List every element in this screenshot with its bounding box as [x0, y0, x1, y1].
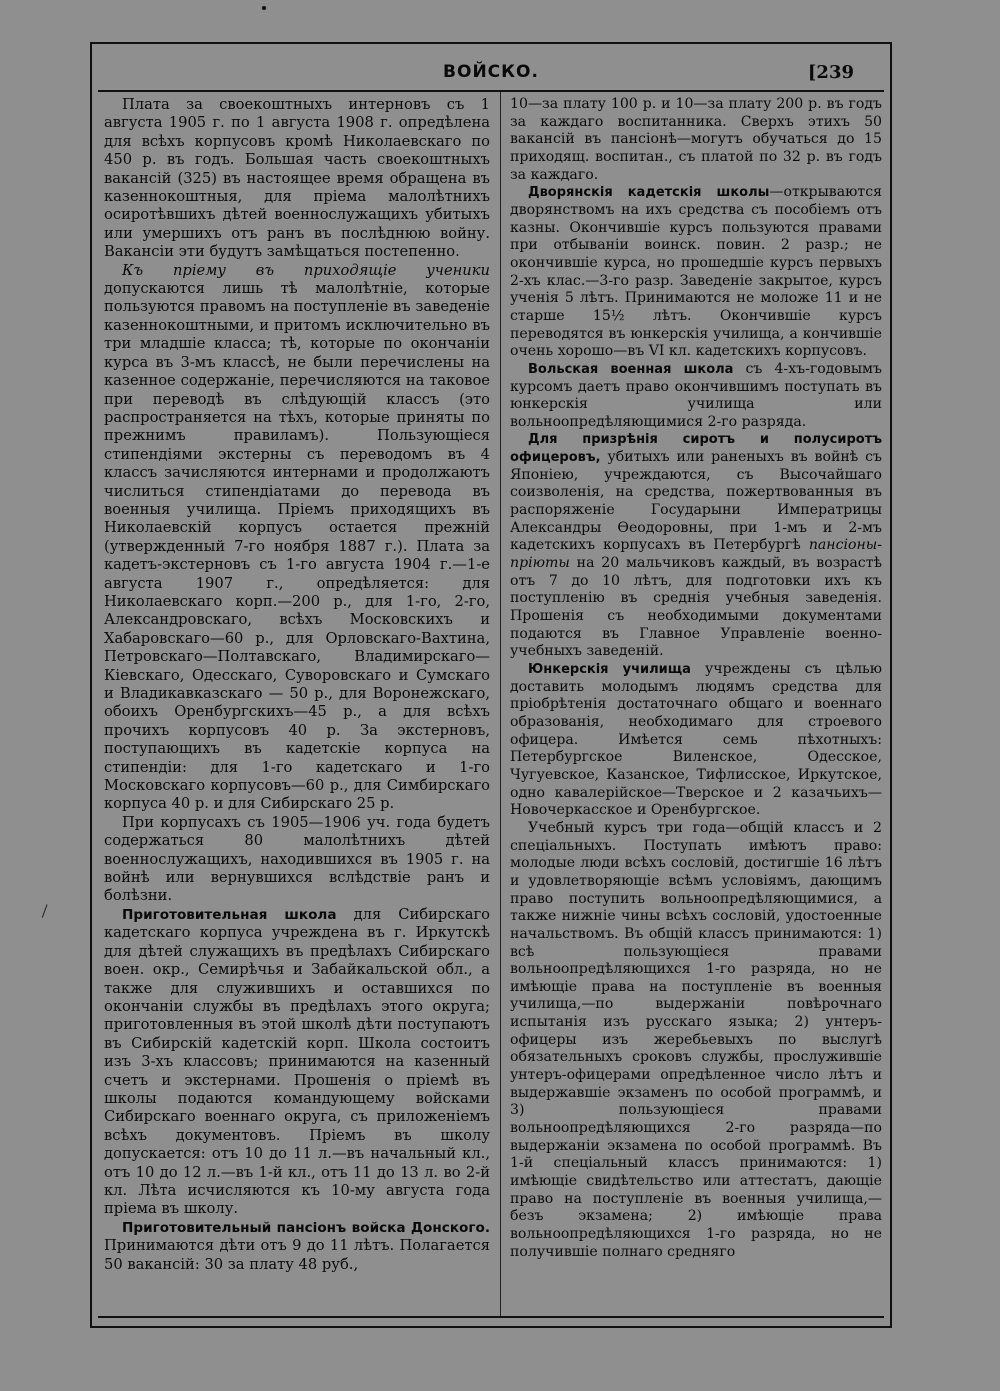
paragraph-text: —открываются дворянствомъ на ихъ средства съ пособіемъ отъ казны. Окончившіе курсъ пользуются правами при отбываніи воинск. повин. 2 разр.; не окончившіе курса, но прошедшіе курсъ первыхъ 2-хъ клас.—3-го разр. Заведеніе закрытое, курсъ ученія 5 лѣтъ. Принимаются не моложе 11 и не старше 15½ лѣтъ. Окончившіе курсъ переводятся въ юнкерскія училища, а кончившіе очень хорошо—въ VI кл. кадетскихъ корпусовъ. [510, 184, 882, 360]
right-column [510, 96, 882, 1261]
paragraph: 10—за плату 100 р. и 10—за плату 200 р. въ годъ за каждаго воспитанника. Сверхъ этихъ 50 вакансій въ пансіонѣ—могутъ обучаться до 15 приходящ. воспитан., съ платой по 32 р. въ годъ за каждаго. [510, 96, 882, 183]
paragraph [510, 431, 882, 661]
paragraph [104, 262, 490, 814]
paragraph [104, 1219, 490, 1274]
section-heading: Для призрѣнія сиротъ и полусиротъ офицеровъ, [510, 432, 882, 466]
paragraph [510, 361, 882, 432]
paragraph-text: допускаются лишь тѣ малолѣтніе, которые пользуются правомъ на поступленіе въ заведеніе казеннокоштными, и притомъ исключительно въ три младшіе класса; тѣ, которые по окончаніи курса въ 3-мъ классѣ, не были перечислены на казенное содержаніе, перечисляются на таковое при переводѣ въ слѣдующій классъ (это распространяется на тѣхъ, которые приняты по прежнимъ правиламъ). Пользующіеся стипендіями экстерны съ переводомъ въ 4 классъ зачисляются интернами и продолжаютъ числиться стипендіатами до перевода въ военныя училища. Пріемъ приходящихъ въ Николаевскій корпусъ остается прежній (утвержденный 7-го ноября 1887 г.). Плата за кадетъ-экстерновъ съ 1-го августа 1904 г.—1-е августа 1907 г., опредѣляется: для Николаевскаго корп.—200 р., для 1-го, 2-го, Александровскаго, всѣхъ Московскихъ и Хабаровскаго—60 р., для Орловскаго-Вахтина, Петровскаго—Полтавскаго, Владимирскаго—Кіевскаго, Одесскаго, Суворовскаго и Сумскаго и Владикавказскаго — 50 р., для Воронежскаго, обоихъ Оренбургскихъ—45 р., а для всѣхъ прочихъ корпусовъ 40 р. За экстерновъ, поступающихъ въ кадетскіе корпуса на стипендіи: для 1-го кадетскаго и 1-го Московскаго корпусовъ—60 р., для Симбирскаго корпуса 40 р. и для Сибирскаго 25 р. [104, 280, 490, 813]
paragraph-text: учреждены съ цѣлью доставить молодымъ людямъ средства для пріобрѣтенія достаточнаго общаго и военнаго образованія, необходимаго для строевого офицера. Имѣется семь пѣхотныхъ: Петербургское Виленское, Одесское, Чугуевское, Казанское, Тифлисское, Иркутское, одно кавалерійское—Тверское и 2 казачьихъ—Новочеркасское и Оренбургское. [510, 661, 883, 819]
page-number: [239 [807, 62, 854, 83]
section-heading: Юнкерскія училища [528, 662, 691, 677]
margin-mark [42, 904, 53, 920]
book-page [90, 42, 892, 1328]
paragraph-text: для Сибирскаго кадетскаго корпуса учреждена въ г. Иркутскѣ для дѣтей служащихъ въ предѣлахъ Сибирскаго воен. окр., Семирѣчья и Забайкальской обл., а также для служившихъ и оставшихся по окончаніи службы въ предѣлахъ этого округа; приготовленныя въ этой школѣ дѣти поступаютъ въ Сибирскій кадетскій корп. Школа состоитъ изъ 3-хъ классовъ; принимаются на казенный счетъ и экстернами. Прошенія о пріемѣ въ школы подаются командующему войсками Сибирскаго военнаго округа, съ приложеніемъ всѣхъ документовъ. Пріемъ въ школу допускается: отъ 10 до 11 л.—въ начальный кл., отъ 10 до 12 л.—въ 1-й кл., отъ 11 до 13 л. во 2-й кл. Лѣта исчисляются къ 10-му августа года пріема въ школу. [104, 905, 490, 1218]
paragraph: При корпусахъ съ 1905—1906 уч. года будетъ содержаться 80 малолѣтнихъ дѣтей военнослужащихъ, находившихся въ 1905 г. на войнѣ или вернувшихся вслѣдствіе ранъ и болѣзни. [104, 813, 490, 905]
running-title: ВОЙСКО. [443, 62, 539, 82]
paragraph: Учебный курсъ три года—общій классъ и 2 спеціальныхъ. Поступать имѣютъ право: молодые люди всѣхъ сословій, достигшіе 16 лѣтъ и удовлетворяющіе всѣмъ условіямъ, дающимъ право поступить вольноопредѣляющимися, а также нижніе чины всѣхъ сословій, удостоенные начальствомъ. Въ общій классъ принимаются: 1) всѣ пользующіеся правами вольноопредѣляющихся 1-го разряда, но не имѣющіе права на поступленіе въ военныя училища,—по выдержаніи повѣрочнаго испытанія изъ русскаго языка; 2) унтеръ-офицеры изъ жеребьевыхъ по выслугѣ обязательныхъ сроковъ службы, прослужившіе унтеръ-офицерами опредѣленное число лѣтъ и выдержавшіе экзаменъ по особой программѣ, и 3) пользующіеся правами вольноопредѣляющихся 2-го разряда—по выдержаніи экзамена по особой программѣ. Въ 1-й спеціальный классъ принимаются: 1) имѣющіе свидѣтельство или аттестатъ, дающіе право на поступленіе въ военныя училища,—безъ экзамена; 2) имѣющіе права вольноопредѣляющихся 1-го разряда, но не получившіе полнаго средняго [510, 819, 882, 1260]
paragraph: Плата за своекоштныхъ интерновъ съ 1 августа 1905 г. по 1 августа 1908 г. опредѣлена для всѣхъ корпусовъ кромѣ Николаевскаго по 450 р. въ годъ. Большая часть своекоштныхъ вакансій (325) въ настоящее время обращена въ казеннокоштныя, для пріема малолѣтнихъ осиротѣвшихъ дѣтей военнослужащихъ убитыхъ или умершихъ отъ ранъ въ послѣднюю войну. Вакансіи эти будутъ замѣщаться постепенно. [104, 96, 490, 261]
paragraph [510, 661, 882, 820]
paragraph [510, 184, 882, 361]
column-divider [500, 92, 501, 1316]
italic-term: пансіоны-пріюты [510, 537, 882, 572]
section-heading: Приготовительный пансіонъ войска Донского. [122, 1219, 490, 1236]
paragraph-text: съ 4-хъ-годовымъ курсомъ даетъ право окончившимъ поступать въ юнкерскія училища или вольноопредѣляющимися 2-го разряда. [510, 360, 882, 430]
paragraph [104, 906, 490, 1219]
section-heading: Дворянскія кадетскія школы [528, 185, 770, 201]
paragraph-text: убитыхъ или раненыхъ въ войнѣ съ Японіею, учреждаются, съ Высочайшаго соизволенія, на средства, пожертвованныя въ распоряженіе Государыни Императрицы Александры Ѳеодоровны, при 1-мъ и 2-мъ кадетскихъ корпусахъ въ Петербургѣ [510, 449, 882, 554]
header-rule [98, 90, 884, 92]
print-speck [262, 6, 266, 10]
page-header [92, 62, 890, 92]
paragraph-text: Принимаются дѣти отъ 9 до 11 лѣтъ. Полагается 50 вакансій: 30 за плату 48 руб., [104, 1237, 490, 1273]
footer-rule [98, 1316, 884, 1318]
section-heading: Приготовительная школа [122, 906, 337, 923]
paragraph-text: на 20 мальчиковъ каждый, въ возрастѣ отъ 7 до 10 лѣтъ, для подготовки ихъ къ поступленію въ среднія учебныя заведенія. Прошенія съ необходимыми документами подаются въ Главное Управленіе военно-учебныхъ заведеній. [510, 555, 882, 660]
left-column [104, 96, 490, 1274]
italic-heading: Къ пріему въ приходящіе ученики [122, 261, 490, 279]
section-heading: Вольская военная школа [528, 361, 734, 377]
